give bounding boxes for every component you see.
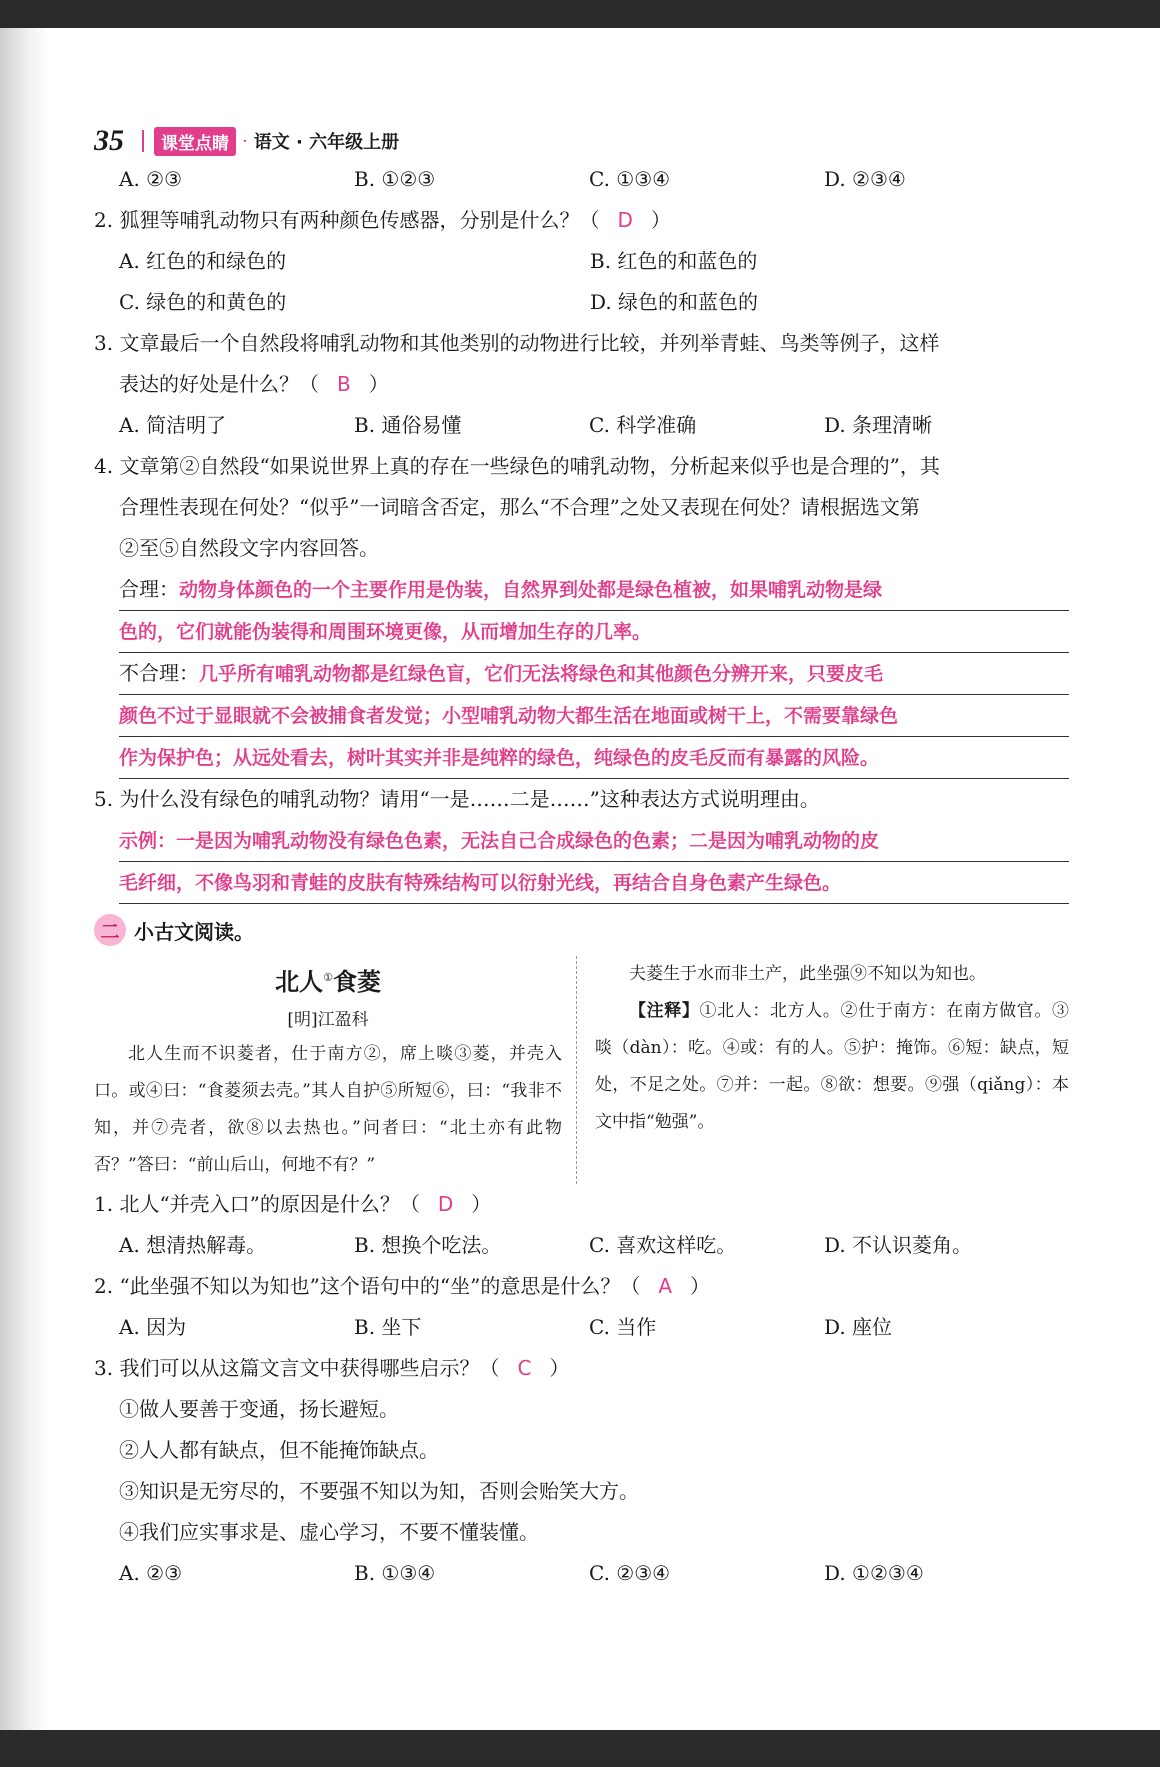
statement-item: ③知识是无穷尽的，不要强不知以为知，否则会贻笑大方。 [119, 1479, 639, 1503]
classic-notes: 【注释】①北人：北方人。②仕于南方：在南方做官。③啖（dàn）：吃。④或：有的人。⑤护：掩饰。⑥短：缺点，短处，不足之处。⑦并：一起。⑧欲：想要。⑨强（qiǎng）：本文中指“勉强”。 [595, 1001, 1069, 1132]
option: D. 不认识菱角。 [824, 1233, 973, 1257]
option: D. 绿色的和蓝色的 [590, 290, 759, 314]
answer-unreasonable-cont: 颜色不过于显眼就不会被捕食者发觉；小型哺乳动物大都生活在地面或树干上，不需要靠绿色 [119, 695, 1069, 737]
option: B. 通俗易懂 [354, 413, 462, 437]
page-header [94, 123, 1069, 159]
header-dot: · [242, 130, 248, 152]
question-3-line2: 表达的好处是什么？（ B ） [119, 372, 389, 396]
statement-item: ①做人要善于变通，扬长避短。 [119, 1397, 399, 1421]
option: D. 座位 [824, 1315, 893, 1339]
answer-mark: C [517, 1356, 532, 1380]
question-4-line2: 合理性表现在何处？“似乎”一词暗含否定，那么“不合理”之处又表现在何处？请根据选文第 [119, 495, 920, 519]
classic-question-1-options [94, 1225, 1069, 1266]
notes-label: 【注释】 [629, 1001, 700, 1021]
question-5: 5. 为什么没有绿色的哺乳动物？请用“一是……二是……”这种表达方式说明理由。 [94, 787, 820, 811]
option: C. 喜欢这样吃。 [589, 1233, 737, 1257]
answer-unreasonable: 不合理：几乎所有哺乳动物都是红绿色盲，它们无法将绿色和其他颜色分辨开来，只要皮毛 [119, 653, 1069, 695]
classic-text-block [94, 956, 1069, 1184]
answer-mark: D [437, 1192, 454, 1216]
header-divider [142, 130, 144, 152]
question-2-options [94, 241, 1069, 282]
page-shadow [0, 28, 50, 1730]
option: D. ②③④ [824, 167, 906, 191]
answer-mark: B [337, 372, 351, 396]
answer-reasonable: 合理：动物身体颜色的一个主要作用是伪装，自然界到处都是绿色植被，如果哺乳动物是绿 [119, 569, 1069, 611]
classic-question-2: 2. “此坐强不知以为知也”这个语句中的“坐”的意思是什么？（ A ） [94, 1274, 711, 1298]
section-title: 小古文阅读。 [134, 919, 254, 944]
option: C. 科学准确 [589, 413, 697, 437]
question-4: 4. 文章第②自然段“如果说世界上真的存在一些绿色的哺乳动物，分析起来似乎也是合理的”，其 [94, 454, 940, 478]
option: D. 条理清晰 [824, 413, 933, 437]
classic-author: [明]江盈科 [287, 1010, 369, 1030]
option: B. 想换个吃法。 [354, 1233, 502, 1257]
answer-mark: A [658, 1274, 673, 1298]
answer-mark: D [617, 208, 633, 232]
classic-title: 北人①食菱 [275, 968, 381, 996]
workbook-page [0, 28, 1160, 1730]
option: A. 简洁明了 [119, 413, 227, 437]
option: B. 红色的和蓝色的 [590, 249, 758, 273]
classic-question-3: 3. 我们可以从这篇文言文中获得哪些启示？（ C ） [94, 1356, 570, 1380]
option: B. ①②③ [354, 167, 436, 191]
answer-q5-cont: 毛纤细，不像鸟羽和青蛙的皮肤有特殊结构可以衍射光线，再结合自身色素产生绿色。 [119, 862, 1069, 904]
question-3: 3. 文章最后一个自然段将哺乳动物和其他类别的动物进行比较，并列举青蛙、鸟类等例子，这样 [94, 331, 940, 355]
classic-question-2-options [94, 1307, 1069, 1348]
option: A. 想清热解毒。 [119, 1233, 267, 1257]
section-2-heading [94, 908, 1069, 952]
prev-question-options [94, 159, 1069, 200]
section-badge: 课堂点睛 [154, 127, 236, 156]
classic-question-3-options [94, 1553, 1069, 1594]
classic-text-right [577, 956, 1069, 1184]
answer-reasonable-cont: 色的，它们就能伪装得和周围环境更像，从而增加生存的几率。 [119, 611, 1069, 653]
question-3-options [94, 405, 1069, 446]
option: C. 当作 [589, 1315, 657, 1339]
classic-paragraph-1: 北人生而不识菱者，仕于南方②，席上啖③菱，并壳入口。或④曰：“食菱须去壳。”其人自护⑤所短⑥，曰：“我非不知，并⑦壳者，欲⑧以去热也。”问者曰：“北土亦有此物否？”答曰：“前山后山，何地不有？” [94, 1044, 562, 1175]
option: D. ①②③④ [824, 1561, 924, 1585]
statement-item: ②人人都有缺点，但不能掩饰缺点。 [119, 1438, 439, 1462]
classic-paragraph-2: 夫菱生于水而非土产，此坐强⑨不知以为知也。 [629, 964, 986, 984]
option: A. 红色的和绿色的 [119, 249, 287, 273]
option: B. 坐下 [354, 1315, 422, 1339]
answer-unreasonable-cont: 作为保护色；从远处看去，树叶其实并非是纯粹的绿色，纯绿色的皮毛反而有暴露的风险。 [119, 737, 1069, 779]
option: B. ①③④ [354, 1561, 436, 1585]
statement-item: ④我们应实事求是、虚心学习，不要不懂装懂。 [119, 1520, 539, 1544]
option: A. ②③ [119, 167, 183, 191]
question-2-options [94, 282, 1069, 323]
option: A. 因为 [119, 1315, 187, 1339]
page-number: 35 [94, 124, 124, 157]
section-number: 二 [94, 914, 126, 946]
subject-label: 语文 · 六年级上册 [253, 132, 400, 153]
option: C. ①③④ [589, 167, 671, 191]
option: A. ②③ [119, 1561, 183, 1585]
page-content [94, 123, 1069, 1594]
classic-text-left [94, 956, 577, 1184]
classic-question-1: 1. 北人“并壳入口”的原因是什么？（ D ） [94, 1192, 492, 1216]
option: C. 绿色的和黄色的 [119, 290, 287, 314]
answer-q5: 示例：一是因为哺乳动物没有绿色色素，无法自己合成绿色的色素；二是因为哺乳动物的皮 [119, 820, 1069, 862]
question-4-line3: ②至⑤自然段文字内容回答。 [119, 536, 379, 560]
option: C. ②③④ [589, 1561, 671, 1585]
question-2: 2. 狐狸等哺乳动物只有两种颜色传感器，分别是什么？（ D ） [94, 208, 671, 232]
